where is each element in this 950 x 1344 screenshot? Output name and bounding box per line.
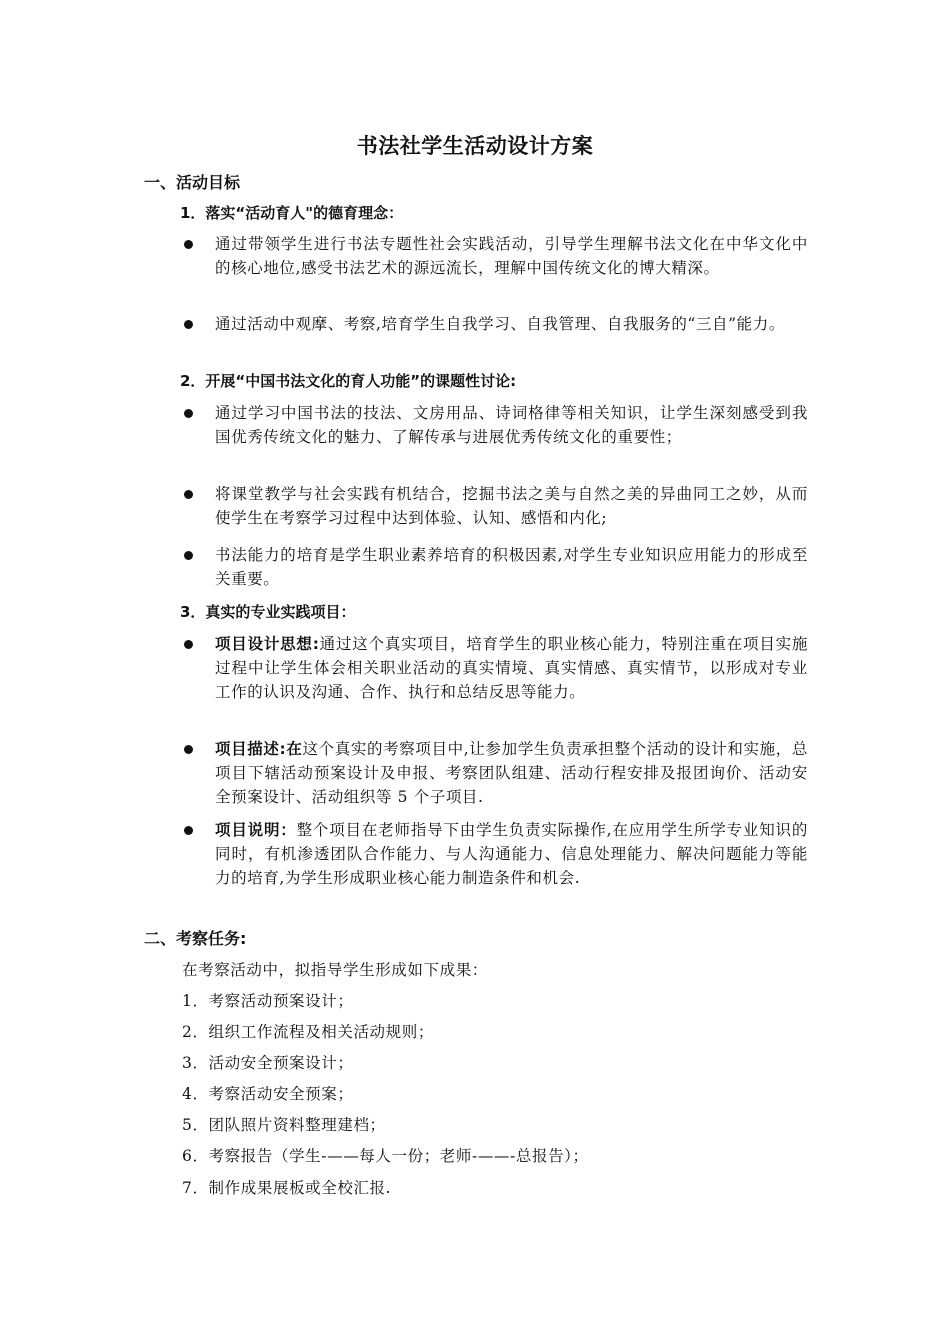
bullet-icon: [184, 490, 193, 499]
bullet-text: [215, 632, 808, 704]
list-item: [178, 401, 808, 449]
task-item: 1．考察活动预案设计；: [182, 992, 354, 1010]
bullet-icon: [184, 409, 193, 418]
bullet-text: [215, 818, 808, 890]
subheading-practice-project: 3．真实的专业实践项目：: [180, 603, 356, 621]
list-item: [178, 543, 808, 591]
task-item: 7．制作成果展板或全校汇报.: [182, 1179, 392, 1197]
subheading-moral-education: 1．落实“活动育人"的德育理念：: [180, 204, 404, 222]
bullet-icon: [184, 640, 193, 649]
document-title: 书法社学生活动设计方案: [356, 134, 594, 158]
tasks-intro: 在考察活动中，拟指导学生形成如下成果：: [182, 961, 488, 979]
bullet-label: 项目设计思想:: [215, 635, 320, 653]
bullet-icon: [184, 551, 193, 560]
task-item: 5．团队照片资料整理建档；: [182, 1116, 386, 1134]
bullet-body: 整个项目在老师指导下由学生负责实际操作,在应用学生所学专业知识的同时，有机渗透团队合作能力、与人沟通能力、信息处理能力、解决问题能力等能力的培育,为学生形成职业核心能力制造条件和机会.: [215, 821, 808, 887]
task-item: 2．组织工作流程及相关活动规则；: [182, 1023, 434, 1041]
bullet-label: 项目说明：: [215, 821, 297, 839]
list-item: [178, 632, 808, 704]
bullet-icon: [184, 826, 193, 835]
task-item: 4．考察活动安全预案；: [182, 1085, 354, 1103]
list-item: [178, 482, 808, 530]
list-item: [178, 312, 808, 336]
bullet-text: 通过活动中观摩、考察,培育学生自我学习、自我管理、自我服务的“三自”能力。: [215, 315, 785, 333]
section-heading-goals: 一、活动目标: [144, 173, 241, 192]
bullet-icon: [184, 240, 193, 249]
list-item: [178, 818, 808, 890]
bullet-body: 通过这个真实项目，培育学生的职业核心能力，特别注重在项目实施过程中让学生体会相关职业活动的真实情境、真实情感、真实情节，以形成对专业工作的认识及沟通、合作、执行和总结反思等能力。: [215, 635, 808, 701]
bullet-text: 将课堂教学与社会实践有机结合，挖掘书法之美与自然之美的异曲同工之妙，从而使学生在考察学习过程中达到体验、认知、感悟和内化;: [215, 485, 808, 527]
section-heading-tasks: 二、考察任务:: [144, 929, 247, 948]
bullet-text: 通过带领学生进行书法专题性社会实践活动，引导学生理解书法文化在中华文化中的核心地位,感受书法艺术的源远流长，理解中国传统文化的博大精深。: [215, 235, 808, 277]
task-item: 3．活动安全预案设计；: [182, 1054, 354, 1072]
bullet-icon: [184, 320, 193, 329]
list-item: [178, 232, 808, 280]
list-item: [178, 737, 808, 809]
subheading-calligraphy-discussion: 2．开展“中国书法文化的育人功能”的课题性讨论:: [180, 372, 517, 390]
bullet-text: 通过学习中国书法的技法、文房用品、诗词格律等相关知识，让学生深刻感受到我国优秀传统文化的魅力、了解传承与进展优秀传统文化的重要性；: [215, 404, 808, 446]
bullet-icon: [184, 745, 193, 754]
bullet-label: 项目描述:在: [215, 740, 303, 758]
bullet-body: 这个真实的考察项目中,让参加学生负责承担整个活动的设计和实施，总项目下辖活动预案设计及申报、考察团队组建、活动行程安排及报团询价、活动安全预案设计、活动组织等 5 个子项目.: [215, 740, 808, 806]
bullet-text: 书法能力的培育是学生职业素养培育的积极因素,对学生专业知识应用能力的形成至关重要。: [215, 546, 808, 588]
task-item: 6．考察报告（学生-——每人一份；老师-——-总报告）；: [182, 1147, 589, 1165]
bullet-text: [215, 737, 808, 809]
